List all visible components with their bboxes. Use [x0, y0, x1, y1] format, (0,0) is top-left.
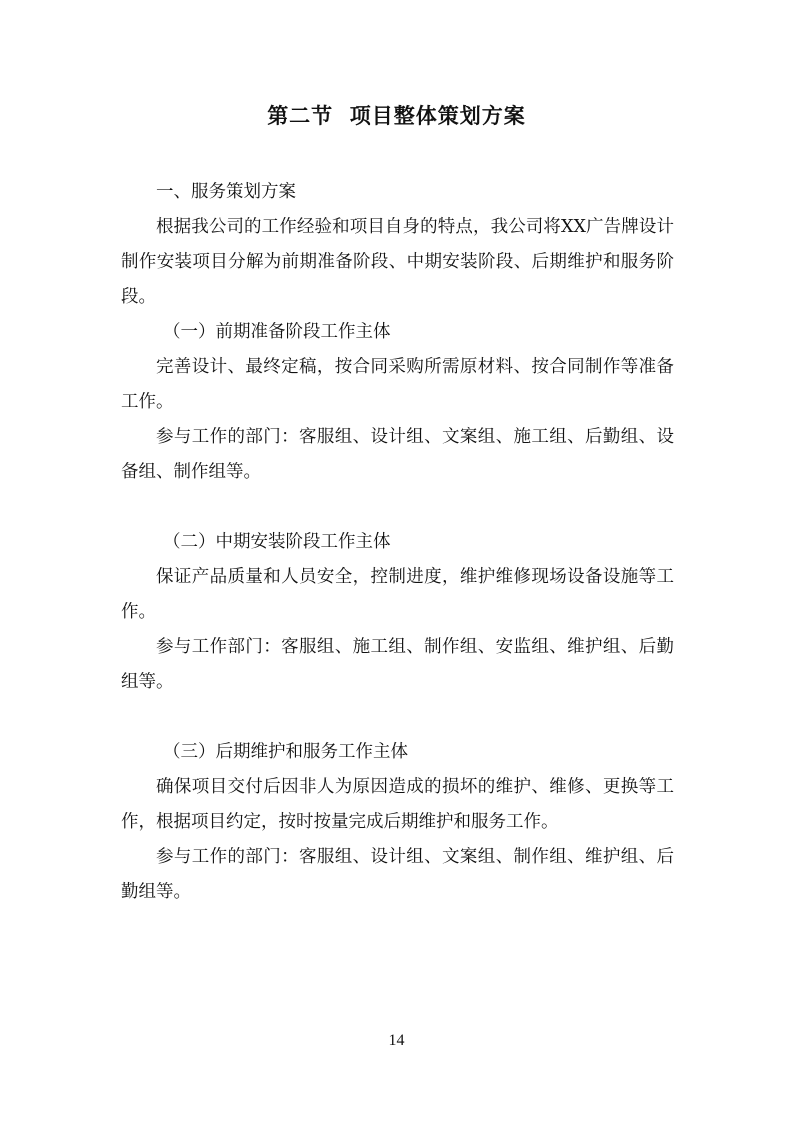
stage2-content: 保证产品质量和人员安全，控制进度，维护维修现场设备设施等工作。 [121, 567, 674, 622]
paragraph-gap [121, 490, 674, 525]
page-number: 14 [388, 1032, 405, 1049]
stage1-content: 完善设计、最终定稿，按合同采购所需原材料、按合同制作等准备工作。 [121, 357, 674, 412]
stage1-heading: （一）前期准备阶段工作主体 [163, 322, 391, 342]
stage3-content: 确保项目交付后因非人为原因造成的损坏的维护、维修、更换等工作，根据项目约定，按时按量完成后期维护和服务工作。 [121, 777, 674, 832]
paragraph-gap [121, 700, 674, 735]
stage1-departments: 参与工作的部门：客服组、设计组、文案组、施工组、后勤组、设备组、制作组等。 [121, 427, 674, 482]
stage2-departments: 参与工作部门：客服组、施工组、制作组、安监组、维护组、后勤组等。 [121, 637, 674, 692]
stage2-heading: （二）中期安装阶段工作主体 [163, 532, 391, 552]
intro-paragraph: 根据我公司的工作经验和项目自身的特点，我公司将XX广告牌设计制作安装项目分解为前期准备阶段、中期安装阶段、后期维护和服务阶段。 [121, 217, 674, 307]
page-title: 第二节 项目整体策划方案 [267, 104, 526, 128]
stage3-departments: 参与工作的部门：客服组、设计组、文案组、制作组、维护组、后勤组等。 [121, 847, 674, 902]
document-body [121, 175, 674, 910]
stage3-heading: （三）后期维护和服务工作主体 [163, 742, 408, 762]
section-heading: 一、服务策划方案 [156, 182, 296, 202]
